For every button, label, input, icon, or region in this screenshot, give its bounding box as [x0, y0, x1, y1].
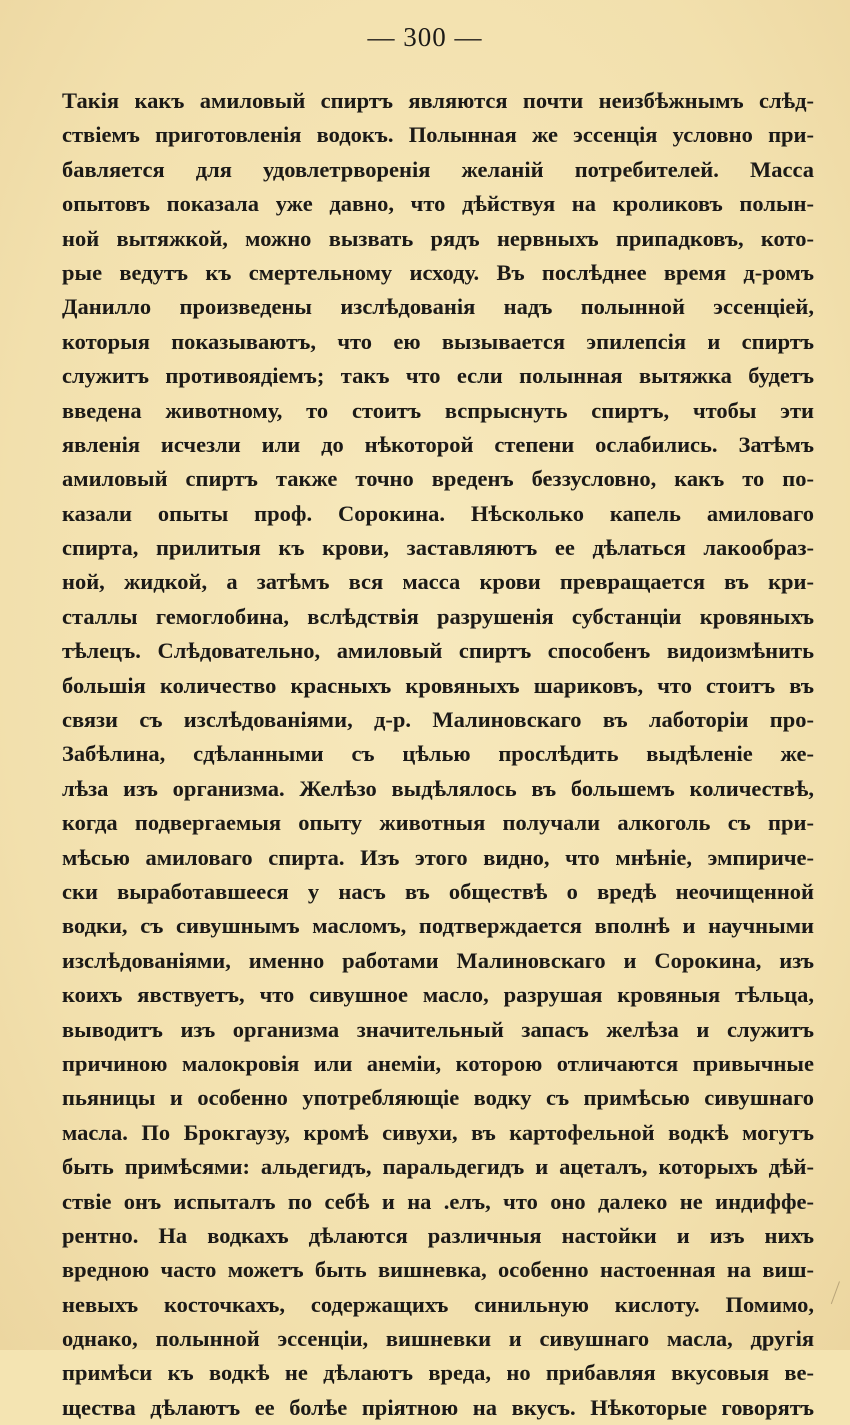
text-line: быть примѣсями: альдегидъ, паральдегидъ и ацеталъ, которыхъ дѣй- [62, 1154, 814, 1180]
text-line: ски выработавшееся у насъ въ обществѣ о вредѣ неочищенной [62, 878, 814, 904]
text-line: рые ведутъ къ смертельному исходу. Въ послѣднее время д-ромъ [62, 259, 814, 285]
text-line: которыя показываютъ, что ею вызывается эпилепсія и спиртъ [62, 328, 814, 354]
text-line: тѣлецъ. Слѣдовательно, амиловый спиртъ способенъ видоизмѣнить [62, 638, 814, 664]
text-line: спирта, прилитыя къ крови, заставляютъ ее дѣлаться лакообраз- [62, 535, 814, 561]
text-line: ной вытяжкой, можно вызвать рядъ нервныхъ припадковъ, кото- [62, 225, 814, 251]
margin-mark [827, 1280, 840, 1304]
page-number: — 300 — [367, 22, 483, 52]
text-line: ствіе онъ испыталъ по себѣ и на .елъ, что оно далеко не индиффе- [62, 1188, 814, 1214]
text-line: мѣсью амиловаго спирта. Изъ этого видно, что мнѣніе, эмпириче- [62, 844, 814, 870]
text-line: опытовъ показала уже давно, что дѣйствуя на кроликовъ полын- [62, 191, 814, 217]
text-line: казали опыты проф. Сорокина. Нѣсколько капель амиловаго [62, 500, 814, 526]
text-line: введена животному, то стоитъ вспрыснуть спиртъ, чтобы эти [62, 397, 814, 423]
text-line: изслѣдованіями, именно работами Малиновскаго и Сорокина, изъ [62, 947, 814, 973]
text-line: Такія какъ амиловый спиртъ являются почти неизбѣжнымъ слѣд- [62, 88, 814, 113]
text-line: когда подвергаемыя опыту животныя получали алкоголь съ при- [62, 810, 814, 836]
body-text [62, 84, 814, 1425]
text-line: пьяницы и особенно употребляющіе водку съ примѣсью сивушнаго [62, 1085, 814, 1111]
text-line: ствіемъ приготовленія водокъ. Полынная же эссенція условно при- [62, 122, 814, 148]
text-line: ной, жидкой, а затѣмъ вся масса крови превращается въ кри- [62, 569, 814, 595]
text-line: Данилло произведены изслѣдованія надъ полынной эссенціей, [62, 294, 814, 320]
text-line: явленія исчезли или до нѣкоторой степени ослабились. Затѣмъ [62, 431, 814, 457]
text-line: коихъ явствуетъ, что сивушное масло, разрушая кровяныя тѣльца, [62, 982, 814, 1008]
text-line: невыхъ косточкахъ, содержащихъ синильную кислоту. Помимо, [62, 1291, 814, 1317]
text-line: щества дѣлаютъ ее болѣе пріятною на вкусъ. Нѣкоторые говорятъ [62, 1394, 814, 1420]
text-line: связи съ изслѣдованіями, д-р. Малиновскаго въ лаботоріи про- [62, 707, 814, 733]
text-line: примѣси къ водкѣ не дѣлаютъ вреда, но прибавляя вкусовыя ве- [62, 1360, 814, 1386]
text-line: бавляется для удовлетрворенія желаній потребителей. Масса [62, 156, 814, 182]
text-line: однако, полынной эссенціи, вишневки и сивушнаго масла, другія [62, 1326, 814, 1352]
text-line: выводитъ изъ организма значительный запасъ желѣза и служитъ [62, 1016, 814, 1042]
text-line: водки, съ сивушнымъ масломъ, подтверждается вполнѣ и научными [62, 913, 814, 939]
text-line: амиловый спиртъ также точно вреденъ беззусловно, какъ то по- [62, 466, 814, 492]
text-line: большія количество красныхъ кровяныхъ шариковъ, что стоитъ въ [62, 672, 814, 698]
text-line: масла. По Брокгаузу, кромѣ сивухи, въ картофельной водкѣ могутъ [62, 1119, 814, 1145]
text-line: лѣза изъ организма. Желѣзо выдѣлялось въ большемъ количествѣ, [62, 775, 814, 801]
text-line: рентно. На водкахъ дѣлаются различныя настойки и изъ нихъ [62, 1222, 814, 1248]
text-line: вредною часто можетъ быть вишневка, особенно настоенная на виш- [62, 1257, 814, 1283]
text-line: служитъ противоядіемъ; такъ что если полынная вытяжка будетъ [62, 363, 814, 389]
text-line: Забѣлина, сдѣланными съ цѣлью прослѣдить выдѣленіе же- [62, 741, 814, 767]
text-line: сталлы гемоглобина, вслѣдствія разрушенія субстанціи кровяныхъ [62, 603, 814, 629]
text-line: причиною малокровія или анеміи, которою отличаются привычные [62, 1050, 814, 1076]
